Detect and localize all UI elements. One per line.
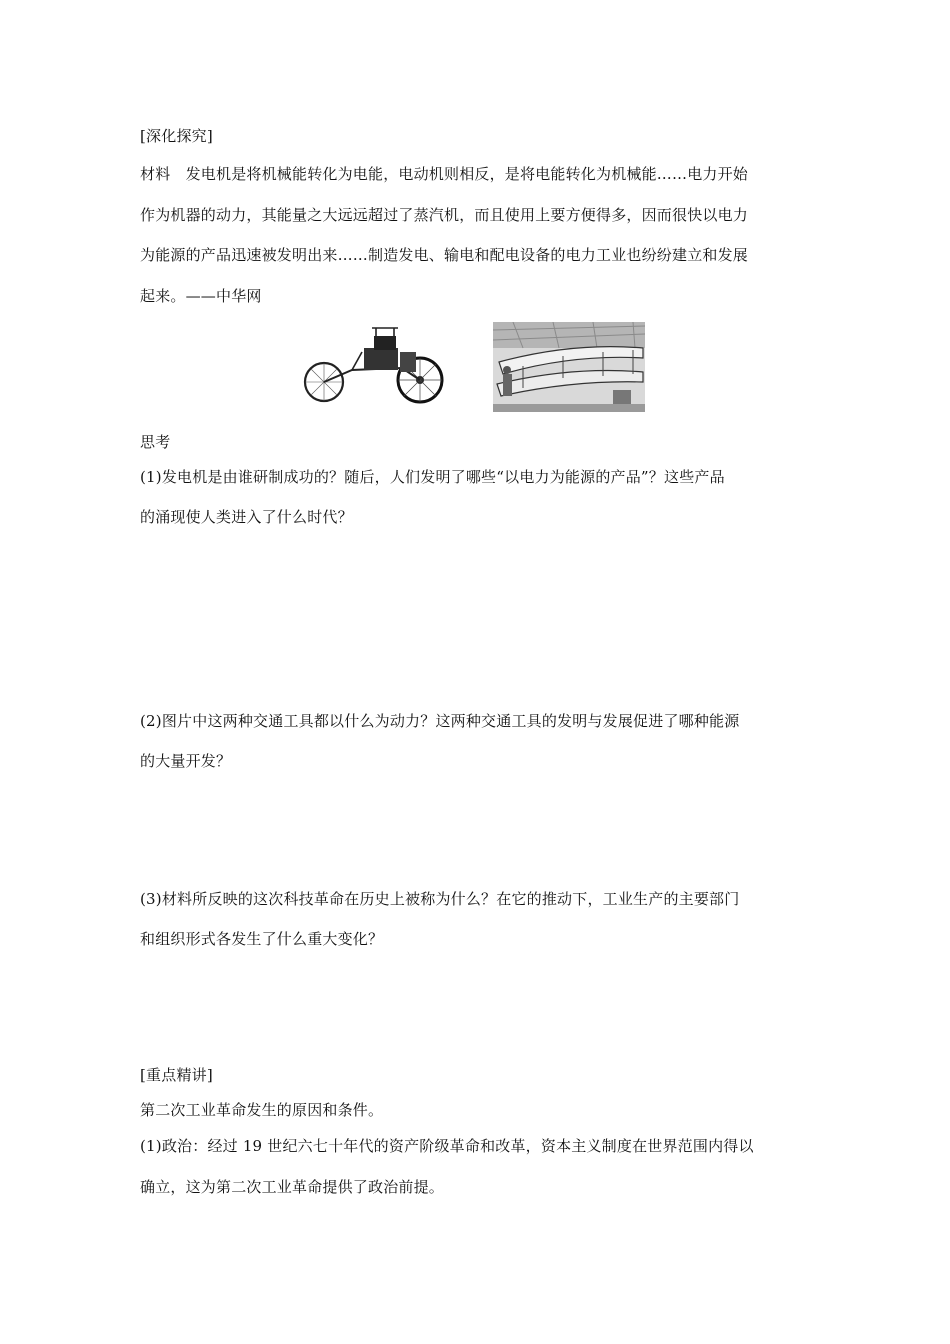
question-3-line: (3)材料所反映的这次科技革命在历史上被称为什么？在它的推动下，工业生产的主要部门	[140, 890, 740, 908]
question-1-line: 的涌现使人类进入了什么时代？	[140, 508, 353, 526]
explore-heading: [深化探究]	[140, 127, 213, 145]
material-line: 为能源的产品迅速被发明出来……制造发电、输电和配电设备的电力工业也纷纷建立和发展	[140, 246, 749, 264]
question-2-line: 的大量开发？	[140, 752, 232, 770]
question-2-line: (2)图片中这两种交通工具都以什么为动力？这两种交通工具的发明与发展促进了哪种能源	[140, 712, 740, 730]
key-points-heading: [重点精讲]	[140, 1066, 213, 1084]
key-points-intro: 第二次工业革命发生的原因和条件。	[140, 1101, 384, 1119]
think-label: 思考	[140, 433, 171, 451]
material-line: 起来。——中华网	[140, 287, 262, 305]
key-point-1-line: (1)政治：经过 19 世纪六七十年代的资产阶级革命和改革，资本主义制度在世界范围内得以	[140, 1137, 754, 1155]
early-airplane-photo	[493, 322, 645, 412]
question-1-line: (1)发电机是由谁研制成功的？随后，人们发明了哪些“以电力为能源的产品”？这些产品	[140, 468, 725, 486]
benz-car-photo	[302, 322, 446, 408]
material-line: 材料 发电机是将机械能转化为电能，电动机则相反，是将电能转化为机械能……电力开始	[140, 165, 749, 183]
question-3-line: 和组织形式各发生了什么重大变化？	[140, 930, 384, 948]
key-point-1-line: 确立，这为第二次工业革命提供了政治前提。	[140, 1178, 445, 1196]
material-line: 作为机器的动力，其能量之大远远超过了蒸汽机，而且使用上要方便得多，因而很快以电力	[140, 206, 749, 224]
